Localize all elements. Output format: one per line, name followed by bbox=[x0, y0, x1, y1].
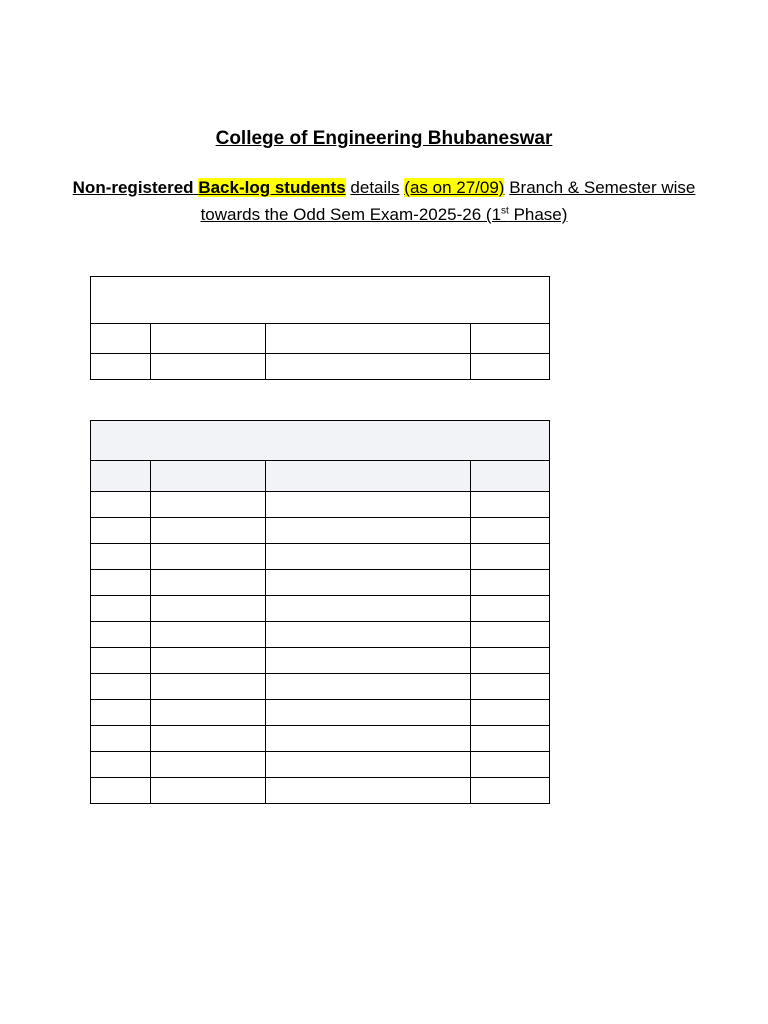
table-cell bbox=[266, 354, 471, 380]
table-row bbox=[91, 778, 550, 804]
table-cell bbox=[266, 778, 471, 804]
subtitle-sup: st bbox=[501, 205, 509, 217]
table-cell bbox=[151, 324, 266, 354]
table-cell bbox=[151, 544, 266, 570]
subtitle-exam: towards the Odd Sem Exam-2025-26 (1 bbox=[200, 205, 502, 224]
table-row bbox=[91, 354, 550, 380]
table-cell bbox=[471, 700, 550, 726]
table-cell bbox=[471, 492, 550, 518]
table-cell bbox=[266, 648, 471, 674]
table-cell bbox=[266, 622, 471, 648]
table-cell bbox=[151, 726, 266, 752]
table-cell bbox=[471, 570, 550, 596]
table-cell bbox=[91, 752, 151, 778]
table-row bbox=[91, 700, 550, 726]
table-cell bbox=[151, 674, 266, 700]
subtitle-date: (as on 27/09) bbox=[404, 178, 505, 197]
table-cell bbox=[266, 461, 471, 492]
table-cell bbox=[91, 674, 151, 700]
table-row bbox=[91, 674, 550, 700]
table-2-header-row bbox=[91, 461, 550, 492]
table-cell bbox=[151, 700, 266, 726]
table-cell bbox=[91, 648, 151, 674]
table-cell bbox=[151, 354, 266, 380]
table-cell bbox=[266, 518, 471, 544]
table-cell bbox=[91, 622, 151, 648]
table-1-header-row bbox=[91, 324, 550, 354]
table-cell bbox=[91, 726, 151, 752]
table-cell bbox=[151, 778, 266, 804]
table-2-caption-row bbox=[91, 421, 550, 461]
subtitle-non-registered: Non-registered bbox=[72, 178, 194, 197]
table-row bbox=[91, 518, 550, 544]
table-cell bbox=[91, 354, 151, 380]
table-cell bbox=[471, 461, 550, 492]
table-cell bbox=[91, 518, 151, 544]
table-1 bbox=[90, 276, 550, 380]
table-cell bbox=[471, 518, 550, 544]
table-cell bbox=[151, 648, 266, 674]
table-cell bbox=[151, 752, 266, 778]
table-cell bbox=[471, 622, 550, 648]
table-cell bbox=[471, 354, 550, 380]
table-cell bbox=[151, 461, 266, 492]
table-cell bbox=[91, 596, 151, 622]
table-cell bbox=[151, 518, 266, 544]
table-1-caption-row bbox=[91, 277, 550, 324]
table-cell bbox=[471, 778, 550, 804]
table-cell bbox=[91, 492, 151, 518]
table-row bbox=[91, 544, 550, 570]
table-cell bbox=[91, 544, 151, 570]
table-cell bbox=[91, 778, 151, 804]
document-title: College of Engineering Bhubaneswar bbox=[215, 128, 553, 149]
table-row bbox=[91, 596, 550, 622]
table-row bbox=[91, 492, 550, 518]
table-cell bbox=[151, 492, 266, 518]
table-cell bbox=[151, 570, 266, 596]
table-cell bbox=[91, 324, 151, 354]
table-cell bbox=[151, 622, 266, 648]
table-cell bbox=[91, 570, 151, 596]
table-cell bbox=[266, 752, 471, 778]
table-cell bbox=[266, 324, 471, 354]
table-1-caption-cell bbox=[91, 277, 550, 324]
table-cell bbox=[471, 544, 550, 570]
table-row bbox=[91, 648, 550, 674]
table-cell bbox=[91, 461, 151, 492]
table-2-caption-cell bbox=[91, 421, 550, 461]
table-2 bbox=[90, 420, 550, 804]
subtitle-branch-semester: Branch & Semester wise bbox=[509, 178, 696, 197]
table-cell bbox=[266, 492, 471, 518]
table-cell bbox=[91, 700, 151, 726]
table-cell bbox=[266, 700, 471, 726]
table-cell bbox=[471, 752, 550, 778]
table-row bbox=[91, 622, 550, 648]
subtitle-details: details bbox=[350, 178, 400, 197]
table-row bbox=[91, 570, 550, 596]
table-cell bbox=[266, 726, 471, 752]
table-cell bbox=[471, 726, 550, 752]
subtitle-phase: Phase) bbox=[513, 205, 568, 224]
table-cell bbox=[266, 544, 471, 570]
table-cell bbox=[471, 596, 550, 622]
table-cell bbox=[151, 596, 266, 622]
table-cell bbox=[266, 674, 471, 700]
table-cell bbox=[266, 596, 471, 622]
subtitle-backlog-students: Back-log students bbox=[198, 178, 346, 197]
document-subtitle bbox=[40, 174, 728, 228]
table-cell bbox=[471, 324, 550, 354]
table-cell bbox=[471, 674, 550, 700]
table-row bbox=[91, 752, 550, 778]
table-row bbox=[91, 726, 550, 752]
table-cell bbox=[471, 648, 550, 674]
table-cell bbox=[266, 570, 471, 596]
